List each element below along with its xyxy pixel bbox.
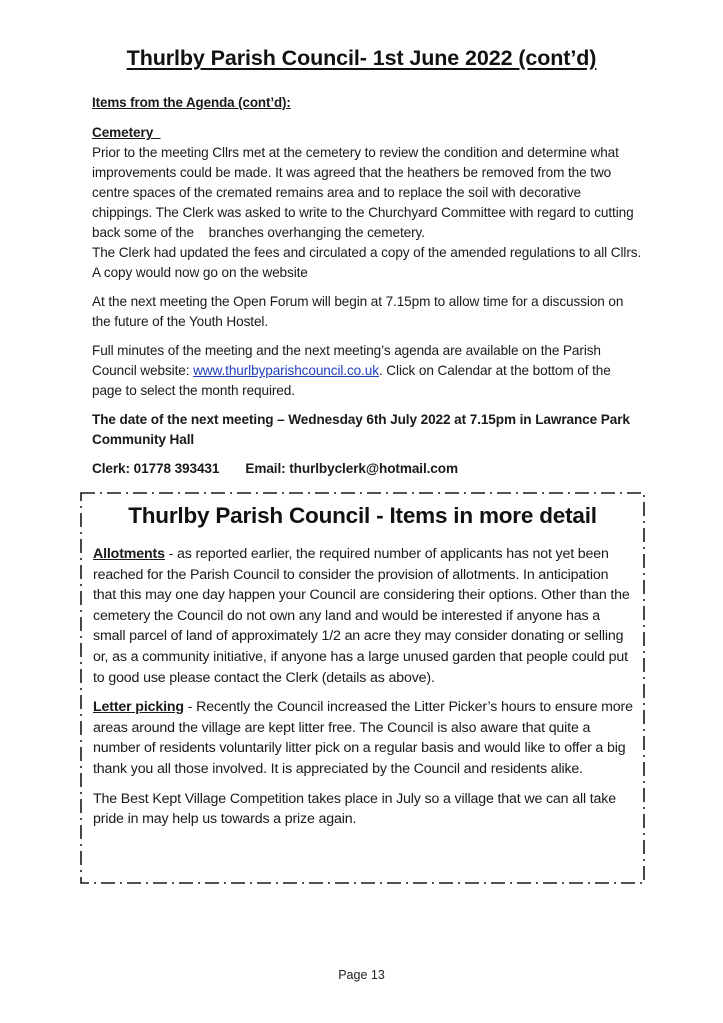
agenda-heading: Items from the Agenda (cont’d): [92, 95, 291, 110]
letter-picking-lead: Letter picking [93, 699, 184, 716]
minutes-text-after: . Click on Calendar at the bottom of the page to select the month required. [92, 363, 611, 398]
page-number: Page 13 [338, 968, 385, 982]
cemetery-heading [92, 123, 642, 143]
allotments-lead: Allotments [93, 546, 165, 562]
cemetery-paragraph-1: Prior to the meeting Cllrs met at the cemetery to review the condition and determine what improvements could be made. It was agreed that the heathers be removed from the two centre spaces of the cremated remains area and to replace the soil with decorative chippings. The Clerk was asked to write to the Churchyard Committee with regard to cutting back some of the branches overhanging the cemetery. [92, 145, 638, 240]
clerk-email: Email: thurlbyclerk@hotmail.com [245, 461, 458, 476]
minutes-paragraph [92, 341, 642, 401]
detail-box-title: Thurlby Parish Council - Items in more detail [128, 503, 597, 528]
cemetery-heading-text: Cemetery [92, 125, 154, 140]
best-kept-paragraph: The Best Kept Village Competition takes place in July so a village that we can all take pride in may help us towards a prize again. [93, 790, 616, 828]
detail-box [80, 492, 645, 884]
allotments-paragraph [93, 544, 633, 688]
minutes-text-before: Full minutes of the meeting and the next meeting’s agenda are available on the Parish Council website: [92, 343, 601, 378]
page-title: Thurlby Parish Council- 1st June 2022 (cont’d) [126, 46, 597, 70]
next-meeting-notice: The date of the next meeting – Wednesday 6th July 2022 at 7.15pm in Lawrance Park Community Hall [92, 412, 630, 447]
allotments-text: - as reported earlier, the required number of applicants has not yet been reached for the Parish Council to consider the provision of allotments. In anticipation that this may one day happen your Council are considering their options. Other than the cemetery the Council do not own any land and would be interested if anyone has a small parcel of land of approximately 1/2 an acre they may consider donating or selling or, as a community initiative, if anyone has a large unused garden that people could put to good use please contact the Clerk (details as above). [93, 546, 630, 686]
letter-picking-text: - Recently the Council increased the Litter Picker’s hours to ensure more areas around the village are kept litter free. The Council is also aware that quite a number of residents voluntarily litter pick on a regular basis and would like to offer a big thank you all those involved. It is appreciated by the Council and residents alike. [93, 699, 633, 777]
clerk-phone: Clerk: 01778 393431 [92, 461, 220, 476]
open-forum-paragraph: At the next meeting the Open Forum will begin at 7.15pm to allow time for a discussion on the future of the Youth Hostel. [92, 294, 624, 329]
letter-picking-paragraph [93, 697, 633, 779]
contact-line [92, 459, 642, 479]
cemetery-paragraph-2: The Clerk had updated the fees and circulated a copy of the amended regulations to all Cllrs. A copy would now go on the website [92, 245, 642, 280]
agenda-section [92, 93, 642, 479]
detail-box-body [93, 544, 633, 839]
website-link[interactable]: www.thurlbyparishcouncil.co.uk [193, 363, 379, 378]
